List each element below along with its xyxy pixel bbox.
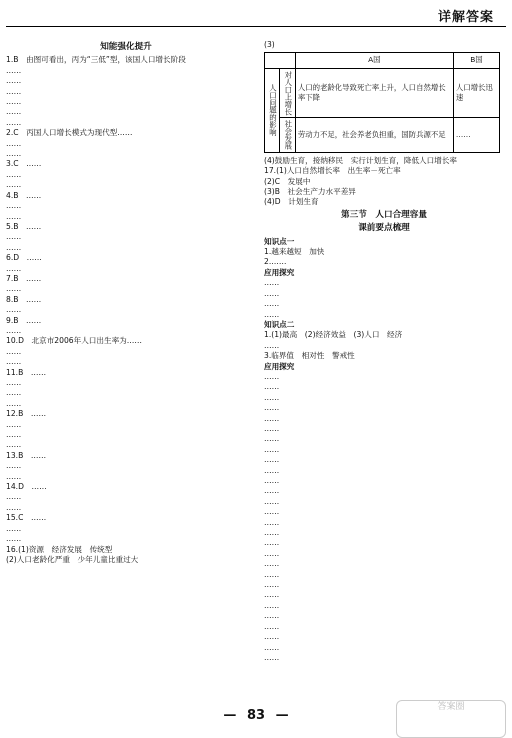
answer-line: 1.越来越短 加快 xyxy=(264,247,325,257)
answer-line: …… xyxy=(264,559,280,569)
answer-line: …… xyxy=(6,232,22,242)
watermark-text: 答案圈 xyxy=(437,702,465,712)
right-subsection-title: 课前要点梳理 xyxy=(358,223,410,234)
answer-line: …… xyxy=(6,284,22,294)
right-section-title: 第三节 人口合理容量 xyxy=(341,209,427,220)
answer-line: …… xyxy=(264,528,280,538)
answer-line: 12.B …… xyxy=(6,409,47,419)
answer-line: …… xyxy=(264,496,280,506)
table-row1-label: 对人口上增长 xyxy=(280,68,295,117)
answer-line: …… xyxy=(6,388,22,398)
answer-line: 13.B …… xyxy=(6,450,47,460)
answer-line: …… xyxy=(264,403,280,413)
answer-line: …… xyxy=(264,590,280,600)
answer-line: …… xyxy=(264,517,280,527)
answer-line: (2)人口老龄化严重 少年儿童比重过大 xyxy=(6,554,139,564)
page-number: — 83 — xyxy=(223,708,289,723)
answer-line: …… xyxy=(6,357,22,367)
answer-line: …… xyxy=(264,632,280,642)
answer-line: …… xyxy=(264,548,280,558)
answer-line: …… xyxy=(264,299,280,309)
answer-line: …… xyxy=(264,413,280,423)
answer-line: …… xyxy=(6,398,22,408)
answer-line: 16.(1)资源 经济发展 传统型 xyxy=(6,544,113,554)
answer-line: …… xyxy=(264,278,280,288)
answer-line: …… xyxy=(6,242,22,252)
answer-line: …… xyxy=(264,600,280,610)
answer-line: 10.D 北京市2006年人口出生率为…… xyxy=(6,336,142,346)
answer-line: …… xyxy=(264,486,280,496)
answer-line: (4)D 计划生育 xyxy=(264,197,319,207)
table-row1-a: 人口的老龄化导致死亡率上升，人口自然增长率下降 xyxy=(295,68,453,117)
table-row2-b: …… xyxy=(453,118,499,153)
answer-line: …… xyxy=(6,211,22,221)
answer-line: …… xyxy=(6,201,22,211)
answer-line: …… xyxy=(6,65,22,75)
answer-line: …… xyxy=(264,382,280,392)
table-head-b: B国 xyxy=(453,53,499,68)
table-row-group-label: 人口问题的影响 xyxy=(265,68,280,152)
answer-line: …… xyxy=(6,107,22,117)
answer-line: 2.…… xyxy=(264,257,287,267)
answer-line: 1.(1)最高 (2)经济效益 (3)人口 经济 xyxy=(264,330,403,340)
table-row1-b: 人口增长迅速 xyxy=(453,68,499,117)
answer-line: …… xyxy=(6,534,22,544)
answer-line: 9.B …… xyxy=(6,315,42,325)
answer-line: …… xyxy=(264,423,280,433)
answer-line: …… xyxy=(6,440,22,450)
table-prefix: (3) xyxy=(264,40,275,49)
answer-line: …… xyxy=(264,465,280,475)
answer-line: 知识点二 xyxy=(264,319,295,329)
answer-line: …… xyxy=(6,325,22,335)
answer-line: (4)鼓励生育，接纳移民 实行计划生育，降低人口增长率 xyxy=(264,155,458,165)
answer-line: …… xyxy=(264,652,280,662)
left-section-title: 知能强化提升 xyxy=(100,42,152,52)
answer-line: …… xyxy=(6,419,22,429)
answer-line: …… xyxy=(6,305,22,315)
watermark-logo xyxy=(396,700,506,738)
answer-line: 2.C 丙国人口增长模式为现代型…… xyxy=(6,128,133,138)
answer-line: …… xyxy=(6,502,22,512)
answer-line: …… xyxy=(264,507,280,517)
after-table-lines xyxy=(264,156,504,208)
header-rule xyxy=(6,26,506,27)
answer-line: 14.D …… xyxy=(6,482,47,492)
answer-line: …… xyxy=(264,455,280,465)
answer-line: …… xyxy=(264,392,280,402)
answer-line: 8.B …… xyxy=(6,294,42,304)
answer-line: …… xyxy=(6,430,22,440)
answer-line: …… xyxy=(264,611,280,621)
table-row2-label: 社会发展 xyxy=(280,118,295,153)
page-number-value: 83 xyxy=(246,708,266,723)
answer-line: …… xyxy=(6,263,22,273)
answer-line: …… xyxy=(6,86,22,96)
answer-line: 3.C …… xyxy=(6,159,42,169)
table-corner xyxy=(265,53,296,68)
answer-line: …… xyxy=(6,117,22,127)
answer-line: 7.B …… xyxy=(6,273,42,283)
comparison-table xyxy=(264,52,500,152)
answer-line: …… xyxy=(6,138,22,148)
table-head-a: A国 xyxy=(295,53,453,68)
answer-line: …… xyxy=(6,471,22,481)
answer-line: …… xyxy=(264,288,280,298)
answer-line: 应用探究 xyxy=(264,361,295,371)
answer-line: …… xyxy=(264,444,280,454)
answer-line: 15.C …… xyxy=(6,513,47,523)
right-body-lines xyxy=(264,237,504,664)
answer-line: 知识点一 xyxy=(264,236,295,246)
answer-line: 4.B …… xyxy=(6,190,42,200)
answer-line: …… xyxy=(6,76,22,86)
answer-line: …… xyxy=(264,538,280,548)
answer-line: …… xyxy=(264,621,280,631)
answer-line: 6.D …… xyxy=(6,253,42,263)
answer-line: …… xyxy=(264,434,280,444)
left-answer-lines xyxy=(6,55,246,565)
right-column xyxy=(264,40,504,700)
answer-line: …… xyxy=(264,309,280,319)
header-title: 详解答案 xyxy=(437,10,494,25)
answer-line: (2)C 发展中 xyxy=(264,176,311,186)
answer-line: …… xyxy=(264,569,280,579)
page-header xyxy=(0,0,512,28)
answer-line: …… xyxy=(6,492,22,502)
answer-line: 5.B …… xyxy=(6,221,42,231)
table-row2-a: 劳动力不足，社会养老负担重，国防兵源不足 xyxy=(295,118,453,153)
answer-line: 17.(1)人口自然增长率 出生率－死亡率 xyxy=(264,166,401,176)
answer-line: …… xyxy=(6,97,22,107)
answer-line: …… xyxy=(6,523,22,533)
answer-line: …… xyxy=(6,378,22,387)
answer-line: (3)B 社会生产力水平差异 xyxy=(264,187,356,197)
answer-line: 3.临界值 相对性 警戒性 xyxy=(264,351,355,361)
answer-line: …… xyxy=(6,461,22,471)
left-column xyxy=(6,40,246,700)
answer-line: …… xyxy=(264,476,280,486)
answer-line: …… xyxy=(264,371,280,381)
answer-line: …… xyxy=(6,169,22,179)
answer-line: …… xyxy=(264,580,280,590)
answer-line: …… xyxy=(264,642,280,652)
answer-line: 11.B …… xyxy=(6,367,47,377)
answer-line: …… xyxy=(6,346,22,356)
answer-line: …… xyxy=(6,149,22,159)
answer-line: …… xyxy=(6,180,22,190)
answer-line: …… xyxy=(264,340,280,350)
answer-line: 1.B 由图可看出，丙为“三低”型，该国人口增长阶段 xyxy=(6,55,186,65)
answer-line: 应用探究 xyxy=(264,267,295,277)
